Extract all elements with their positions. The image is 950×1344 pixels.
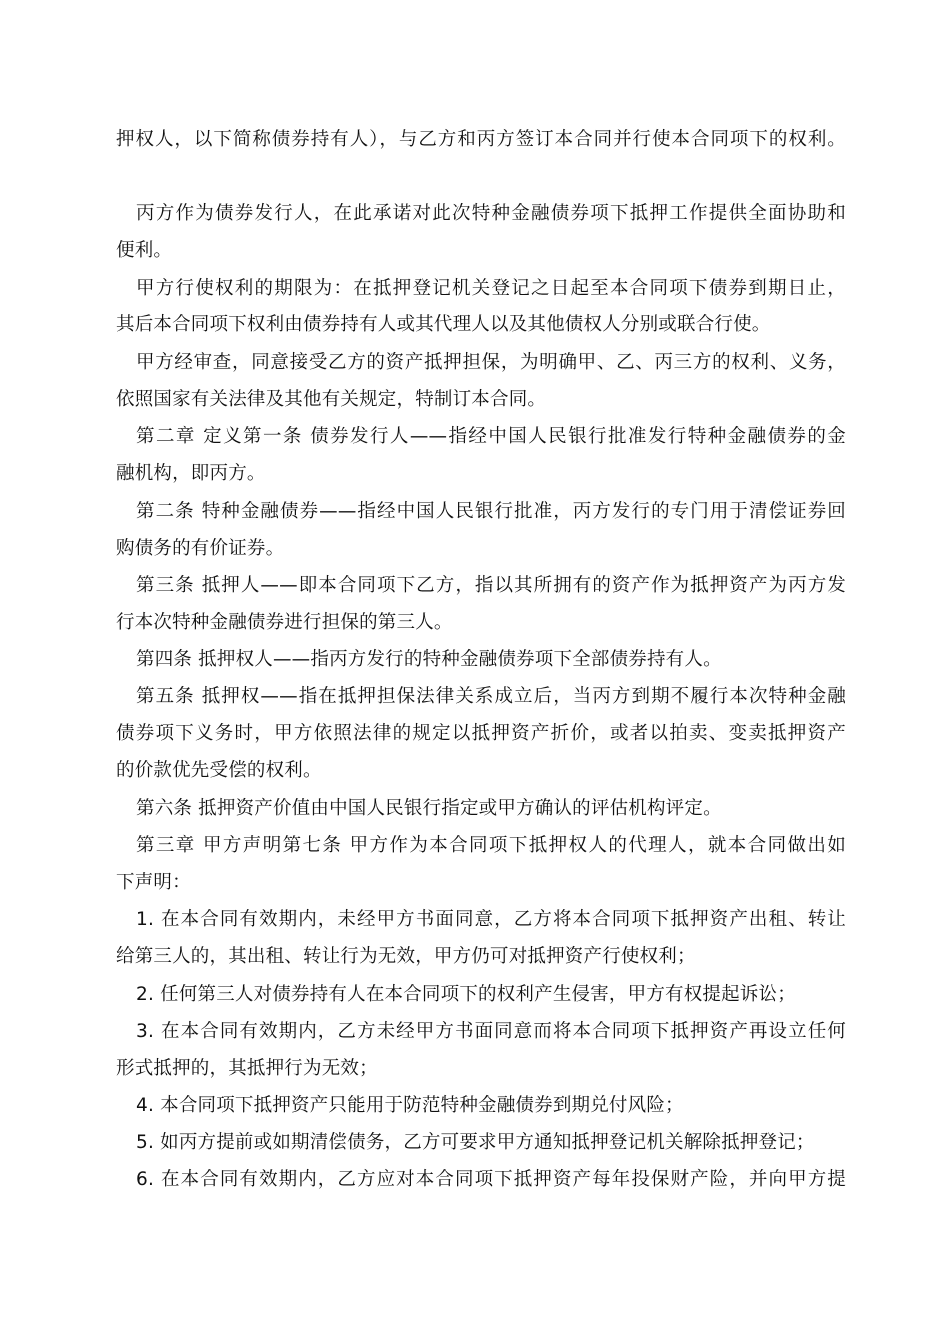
text-line: 3. 在本合同有效期内，乙方未经甲方书面同意而将本合同项下抵押资产再设立任何 bbox=[136, 1021, 846, 1042]
text-line: 第三条 抵押人——即本合同项下乙方，指以其所拥有的资产作为抵押资产为丙方发 bbox=[136, 575, 846, 596]
text-line: 甲方行使权利的期限为：在抵押登记机关登记之日起至本合同项下债券到期日止， bbox=[136, 278, 846, 299]
text-line: 第三章 甲方声明第七条 甲方作为本合同项下抵押权人的代理人，就本合同做出如 bbox=[136, 835, 846, 856]
text-line: 4. 本合同项下抵押资产只能用于防范特种金融债券到期兑付风险； bbox=[136, 1095, 684, 1116]
text-line: 丙方作为债券发行人，在此承诺对此次特种金融债券项下抵押工作提供全面协助和 bbox=[136, 203, 846, 224]
text-line: 甲方经审查，同意接受乙方的资产抵押担保，为明确甲、乙、丙三方的权利、义务， bbox=[136, 352, 846, 373]
text-line: 行本次特种金融债券进行担保的第三人。 bbox=[116, 612, 453, 633]
text-line: 第二条 特种金融债券——指经中国人民银行批准，丙方发行的专门用于清偿证券回 bbox=[136, 501, 846, 522]
text-line: 1. 在本合同有效期内，未经甲方书面同意，乙方将本合同项下抵押资产出租、转让 bbox=[136, 909, 846, 930]
text-line: 给第三人的，其出租、转让行为无效，甲方仍可对抵押资产行使权利； bbox=[116, 946, 696, 967]
text-line: 第六条 抵押资产价值由中国人民银行指定或甲方确认的评估机构评定。 bbox=[136, 798, 722, 819]
text-line: 第四条 抵押权人——指丙方发行的特种金融债券项下全部债券持有人。 bbox=[136, 649, 722, 670]
text-line: 6. 在本合同有效期内，乙方应对本合同项下抵押资产每年投保财产险，并向甲方提 bbox=[136, 1169, 846, 1190]
text-line: 其后本合同项下权利由债券持有人或其代理人以及其他债权人分别或联合行使。 bbox=[116, 314, 771, 335]
text-line: 第二章 定义第一条 债券发行人——指经中国人民银行批准发行特种金融债券的金 bbox=[136, 426, 846, 447]
text-line: 2. 任何第三人对债券持有人在本合同项下的权利产生侵害，甲方有权提起诉讼； bbox=[136, 984, 796, 1005]
text-line: 押权人，以下简称债券持有人），与乙方和丙方签订本合同并行使本合同项下的权利。 bbox=[116, 129, 846, 150]
text-line: 依照国家有关法律及其他有关规定，特制订本合同。 bbox=[116, 389, 547, 410]
text-line: 第五条 抵押权——指在抵押担保法律关系成立后，当丙方到期不履行本次特种金融 bbox=[136, 686, 846, 707]
text-line: 债券项下义务时，甲方依照法律的规定以抵押资产折价，或者以拍卖、变卖抵押资产 bbox=[116, 723, 846, 744]
text-line: 的价款优先受偿的权利。 bbox=[116, 760, 322, 781]
text-line: 5. 如丙方提前或如期清偿债务，乙方可要求甲方通知抵押登记机关解除抵押登记； bbox=[136, 1132, 815, 1153]
text-line: 便利。 bbox=[116, 240, 173, 261]
text-line: 形式抵押的，其抵押行为无效； bbox=[116, 1058, 378, 1079]
text-line: 购债务的有价证券。 bbox=[116, 538, 285, 559]
text-line: 下声明： bbox=[116, 872, 191, 893]
text-line: 融机构，即丙方。 bbox=[116, 463, 266, 484]
